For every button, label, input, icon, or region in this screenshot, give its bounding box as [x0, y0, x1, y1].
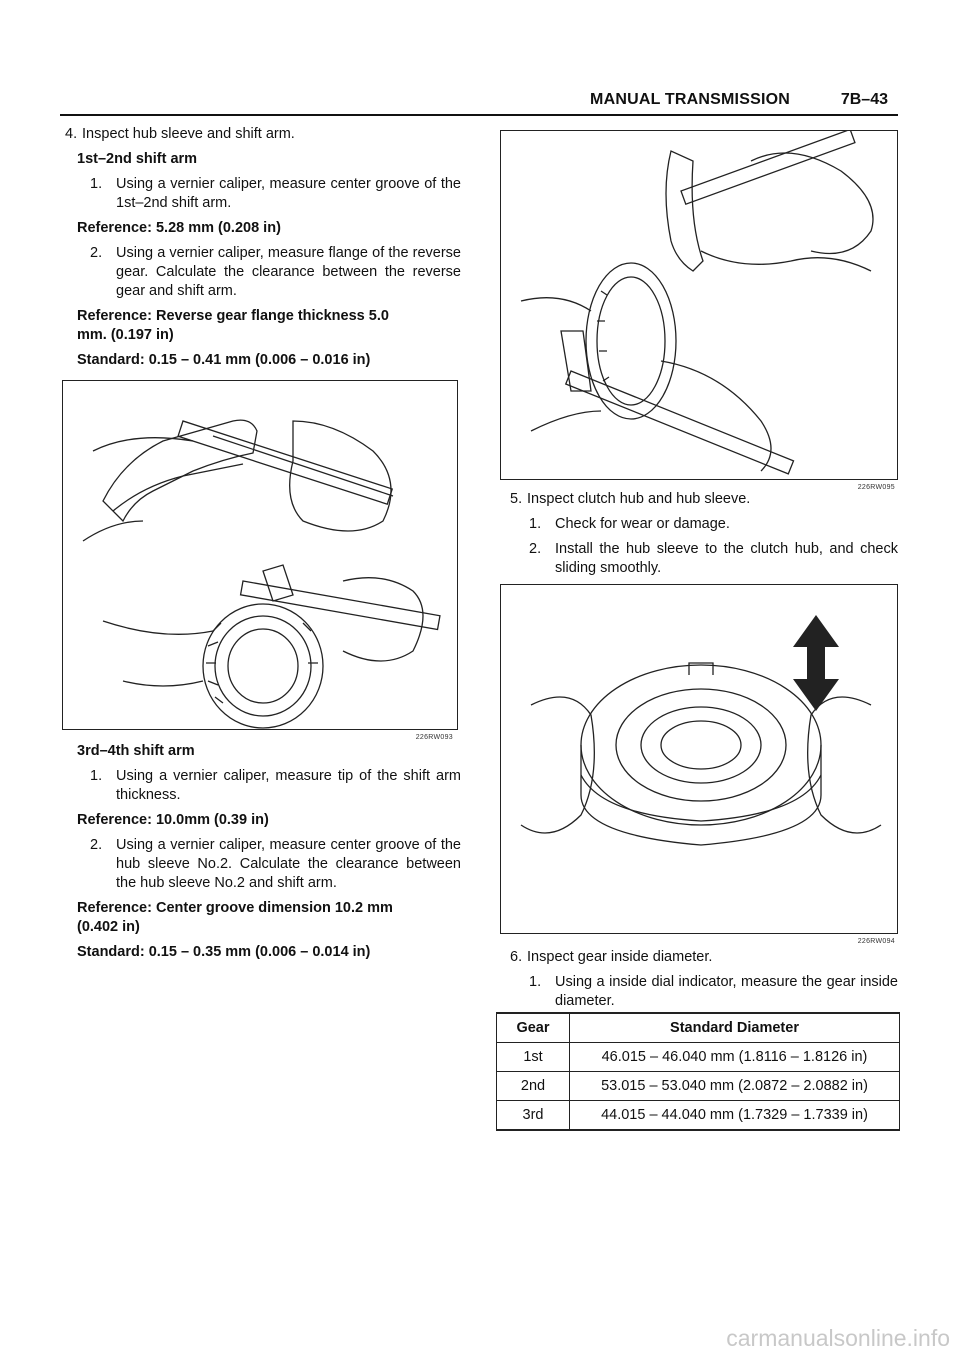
hub-sleeve-illustration [501, 585, 897, 933]
figure-clutch-hub-sleeve [500, 584, 898, 945]
reference-value-cont: mm. (0.197 in) [77, 327, 174, 343]
table-header-row [497, 1013, 900, 1043]
diameter-cell: 46.015 – 46.040 mm (1.8116 – 1.8126 in) [570, 1043, 900, 1072]
standard-value: Standard: 0.15 – 0.41 mm (0.006 – 0.016 in) [77, 352, 371, 368]
gear-cell: 2nd [497, 1072, 570, 1101]
gear-cell: 1st [497, 1043, 570, 1072]
reference-value: Reference: 10.0mm (0.39 in) [77, 812, 269, 828]
right-column-lower [510, 948, 898, 1011]
list-item: 1. Using a inside dial indicator, measure the gear inside diameter. [529, 974, 898, 1009]
list-item: 1. Using a vernier caliper, measure tip of the shift arm thickness. [90, 768, 461, 803]
gear-diameter-table [496, 1012, 900, 1131]
up-down-arrow-icon [793, 615, 839, 711]
step-6-heading: 6. Inspect gear inside diameter. [510, 949, 713, 965]
list-item: 1. Using a vernier caliper, measure center groove of the 1st–2nd shift arm. [90, 176, 461, 211]
left-column-lower [65, 742, 461, 962]
reference-value: Reference: Reverse gear flange thickness 5.0 [77, 308, 389, 324]
figure-caption: 226RW095 [857, 484, 895, 491]
right-column [510, 490, 898, 578]
reference-value: Reference: 5.28 mm (0.208 in) [77, 220, 281, 236]
table-row [497, 1101, 900, 1131]
header-rule [60, 114, 898, 116]
step-5-heading: 5. Inspect clutch hub and hub sleeve. [510, 491, 751, 507]
list-item: 1. Check for wear or damage. [529, 516, 730, 532]
figure-reverse-gear-caliper [500, 130, 898, 491]
caliper-measurement-illustration [63, 381, 457, 729]
page-number: 7B–43 [840, 91, 888, 108]
page-header [60, 88, 898, 116]
left-column [65, 125, 461, 370]
subheading-3rd-4th-shift-arm: 3rd–4th shift arm [77, 743, 195, 759]
section-title: MANUAL TRANSMISSION [590, 91, 790, 108]
reference-value-cont: (0.402 in) [77, 919, 140, 935]
diameter-cell: 53.015 – 53.040 mm (2.0872 – 2.0882 in) [570, 1072, 900, 1101]
subheading-1st-2nd-shift-arm: 1st–2nd shift arm [77, 151, 198, 167]
table-row [497, 1072, 900, 1101]
figure-shift-arm-caliper [62, 380, 458, 741]
column-header-diameter: Standard Diameter [570, 1013, 900, 1043]
list-item: 2. Using a vernier caliper, measure flange of the reverse gear. Calculate the clearance between the reverse gear and shift arm. [90, 245, 461, 299]
gear-cell: 3rd [497, 1101, 570, 1131]
watermark: carmanualsonline.info [726, 1325, 950, 1351]
standard-value: Standard: 0.15 – 0.35 mm (0.006 – 0.014 in) [77, 944, 371, 960]
list-item: 2. Install the hub sleeve to the clutch hub, and check sliding smoothly. [529, 541, 898, 576]
table-row [497, 1043, 900, 1072]
list-item: 2. Using a vernier caliper, measure center groove of the hub sleeve No.2. Calculate the clearance between the hub sleeve No.2 and shift arm. [90, 837, 461, 891]
figure-caption: 226RW094 [857, 938, 895, 945]
reference-value: Reference: Center groove dimension 10.2 mm [77, 900, 393, 916]
column-header-gear: Gear [497, 1013, 570, 1043]
diameter-cell: 44.015 – 44.040 mm (1.7329 – 1.7339 in) [570, 1101, 900, 1131]
step-4-heading: 4. Inspect hub sleeve and shift arm. [65, 126, 295, 142]
figure-caption: 226RW093 [415, 734, 453, 741]
caliper-gear-illustration [501, 131, 897, 479]
